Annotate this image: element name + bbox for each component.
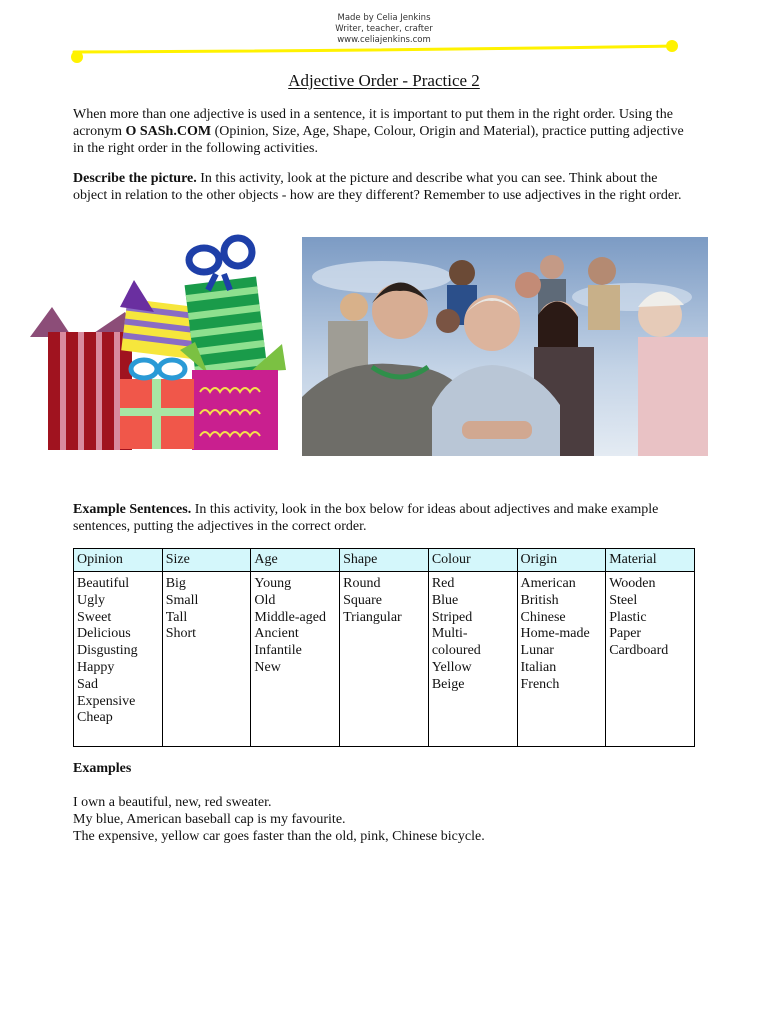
size-cell [162, 572, 251, 747]
credit-line: www.celiajenkins.com [337, 35, 431, 45]
intro-text: When more than one adjective is used in a sentence, it is important to put them in the right order. Using the acronym [73, 107, 673, 139]
adjective-item: Ugly [77, 592, 105, 608]
table-header-row [74, 549, 695, 572]
adjective-item: Red [431, 576, 455, 591]
adjective-item: Beautiful [77, 576, 130, 591]
column-header-origin: Origin [517, 549, 606, 572]
example-sentence: I own a beautiful, new, red sweater. [73, 795, 272, 810]
adjective-item: Big [165, 576, 186, 591]
adjective-item: Wooden [609, 576, 656, 591]
adjective-item: Yellow [431, 659, 472, 675]
adjective-item: Square [343, 592, 382, 608]
adjective-item: Beige [431, 676, 465, 692]
column-header-opinion: Opinion [74, 549, 163, 572]
credit-line: Made by Celia Jenkins [337, 13, 431, 23]
example-sentence: My blue, American baseball cap is my favourite. [73, 812, 346, 827]
adjective-item: Steel [609, 592, 638, 608]
adjective-item: Infantile [254, 643, 302, 659]
adjective-item: Striped [431, 609, 473, 625]
examples-heading: Examples [73, 761, 132, 776]
examples-list [73, 794, 695, 845]
adjective-item: Delicious [77, 626, 131, 642]
yellow-highlighter-line [68, 38, 682, 64]
group-photo [302, 237, 708, 456]
adjective-item: Plastic [609, 609, 647, 625]
colour-cell [428, 572, 517, 747]
credit-line: Writer, teacher, crafter [335, 24, 433, 34]
adjective-item: Short [165, 626, 197, 642]
adjective-item: Lunar [520, 643, 554, 659]
adjective-item: Home-made [520, 626, 590, 642]
column-header-age: Age [251, 549, 340, 572]
adjective-item: coloured [431, 643, 481, 659]
adjective-item: French [520, 676, 560, 692]
example-sentences-heading: Example Sentences. [73, 502, 192, 517]
adjective-item: Round [343, 576, 381, 591]
opinion-cell [74, 572, 163, 747]
column-header-shape: Shape [340, 549, 429, 572]
material-cell [606, 572, 695, 747]
adjective-item: British [520, 592, 559, 608]
intro-text: (Opinion, Size, Age, Shape, Colour, Origin and Material), practice putting adjective in the right order in the following activities. [73, 124, 684, 156]
intro-paragraph [73, 106, 695, 157]
age-cell [251, 572, 340, 747]
adjective-item: Paper [609, 626, 642, 642]
adjective-item: Old [254, 592, 276, 608]
gifts-illustration [30, 232, 292, 454]
adjective-item: Young [254, 576, 292, 591]
adjective-item: Tall [165, 609, 188, 625]
adjective-item: Italian [520, 659, 557, 675]
adjective-item: Sweet [77, 609, 112, 625]
column-header-material: Material [606, 549, 695, 572]
acronym: O SASh.COM [125, 124, 212, 139]
adjective-item: Cheap [77, 710, 113, 726]
adjective-item: American [520, 576, 576, 591]
adjective-item: Chinese [520, 609, 566, 625]
adjective-item: Happy [77, 659, 115, 675]
table-row [74, 572, 695, 747]
column-header-size: Size [162, 549, 251, 572]
adjective-item: Cardboard [609, 643, 669, 659]
adjective-item: Multi- [431, 626, 468, 642]
adjective-item: Ancient [254, 626, 299, 642]
describe-paragraph [73, 170, 695, 204]
adjective-item: Blue [431, 592, 459, 608]
adjective-item: Small [165, 592, 199, 608]
page-title: Adjective Order - Practice 2 [288, 71, 480, 90]
adjective-item: Sad [77, 676, 98, 692]
describe-heading: Describe the picture. [73, 171, 197, 186]
adjective-item: New [254, 659, 281, 675]
origin-cell [517, 572, 606, 747]
adjective-item: Triangular [343, 609, 402, 625]
adjective-item: Disgusting [77, 643, 138, 659]
shape-cell [340, 572, 429, 747]
adjective-table [73, 548, 695, 747]
adjective-item: Expensive [77, 693, 136, 709]
describe-text: In this activity, look at the picture and describe what you can see. Think about the object in relation to the other objects - how are they different? Remember to use adjectives in the right order. [73, 171, 682, 203]
column-header-colour: Colour [428, 549, 517, 572]
example-sentences-text: In this activity, look in the box below for ideas about adjectives and make example sentences, putting the adjectives in the correct order. [73, 502, 659, 534]
adjective-item: Middle-aged [254, 609, 326, 625]
example-sentence: The expensive, yellow car goes faster than the old, pink, Chinese bicycle. [73, 829, 485, 844]
example-sentences-paragraph [73, 501, 695, 535]
